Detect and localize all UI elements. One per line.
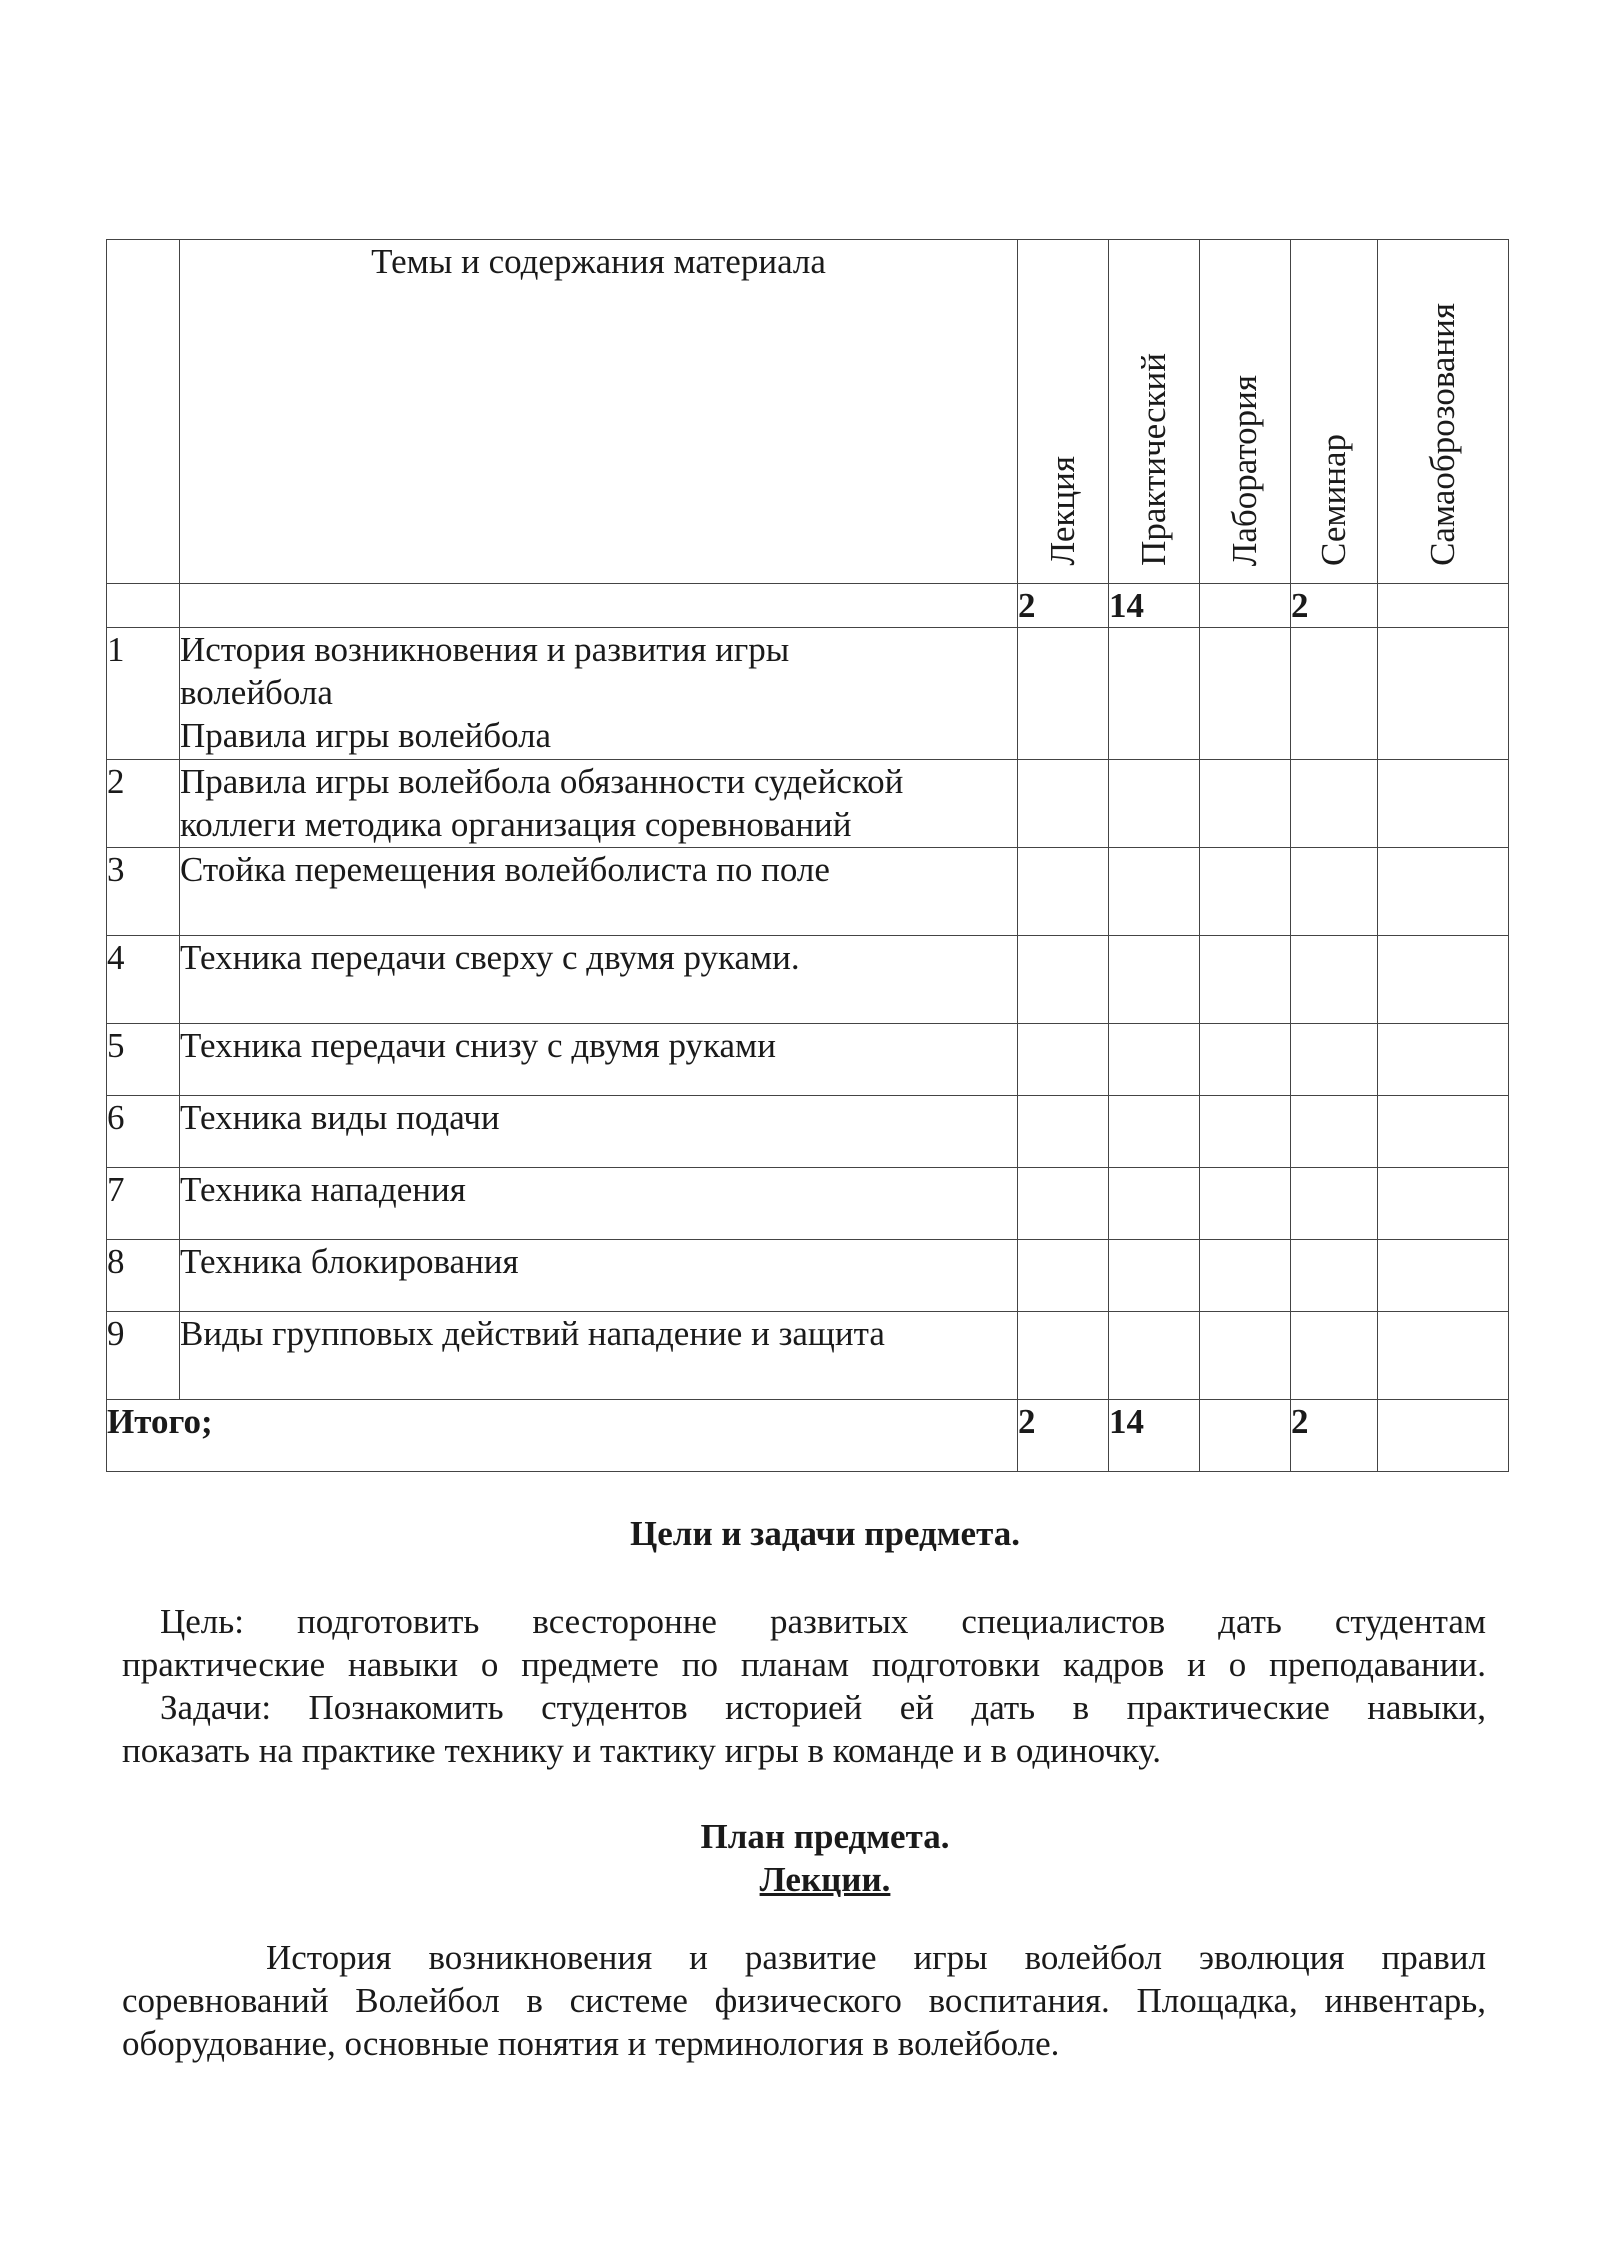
row-topic: Техника виды подачи [180, 1096, 1018, 1168]
total-row [107, 1400, 1509, 1472]
table-row [107, 760, 1509, 848]
header-self-study: Самаоброзования [1423, 303, 1462, 566]
total-self-study [1378, 1400, 1509, 1472]
row-topic: Техника передачи снизу с двумя руками [180, 1024, 1018, 1096]
header-seminar-cell [1291, 240, 1378, 584]
table-row [107, 1024, 1509, 1096]
total-lecture: 2 [1018, 1400, 1109, 1472]
table-row [107, 1096, 1509, 1168]
row-topic: Стойка перемещения волейболиста по поле [180, 848, 1018, 936]
lectures-paragraph: История возникновения и развитие игры волейбол эволюция правил соревнований Волейбол в системе физического воспитания. Площадка, инвентарь, оборудование, основные понятия и терминология в волейболе. [122, 1938, 1486, 2063]
table-row [107, 1168, 1509, 1240]
header-laboratory-cell [1200, 240, 1291, 584]
row-topic: Виды групповых действий нападение и защита [180, 1312, 1018, 1400]
row-number: 6 [107, 1096, 180, 1168]
header-laboratory: Лаборатория [1225, 374, 1264, 566]
course-plan-table [106, 239, 1509, 1472]
header-practical: Практический [1134, 353, 1173, 566]
total-seminar: 2 [1291, 1400, 1378, 1472]
table-row [107, 936, 1509, 1024]
total-practical: 14 [1109, 1400, 1200, 1472]
hours-laboratory [1200, 584, 1291, 628]
row-number: 2 [107, 760, 180, 848]
lectures-subheading: Лекции. [759, 1860, 891, 1899]
header-lecture: Лекция [1043, 456, 1082, 566]
row-number: 7 [107, 1168, 180, 1240]
row-topic: Техника передачи сверху с двумя руками. [180, 936, 1018, 1024]
header-topics: Темы и содержания материала [180, 240, 1018, 584]
table-row [107, 1240, 1509, 1312]
header-self-study-cell [1378, 240, 1509, 584]
header-practical-cell [1109, 240, 1200, 584]
row-topic: Правила игры волейбола обязанности судейской коллеги методика организация соревнований [180, 760, 1018, 848]
row-number: 4 [107, 936, 180, 1024]
table-row [107, 1312, 1509, 1400]
hours-row [107, 584, 1509, 628]
header-num-cell [107, 240, 180, 584]
row-topic: Техника нападения [180, 1168, 1018, 1240]
total-laboratory [1200, 1400, 1291, 1472]
table-row [107, 848, 1509, 936]
row-topic: История возникновения и развития игры волейбола Правила игры волейбола [180, 628, 1018, 760]
hours-seminar: 2 [1291, 584, 1378, 628]
header-seminar: Семинар [1314, 434, 1353, 566]
hours-lecture: 2 [1018, 584, 1109, 628]
total-label: Итого; [107, 1400, 1018, 1472]
goals-paragraph: Цель: подготовить всесторонне развитых специалистов дать студентам практические навыки о предмете по планам подготовки кадров и о преподавании. Задачи: Познакомить студентов историей ей дать в практические навыки, показать на практике технику и тактику игры в команде и в одиночку. [122, 1602, 1486, 1770]
header-lecture-cell [1018, 240, 1109, 584]
table-header-row [107, 240, 1509, 584]
row-number: 3 [107, 848, 180, 936]
row-number: 5 [107, 1024, 180, 1096]
table-row [107, 628, 1509, 760]
row-number: 1 [107, 628, 180, 760]
plan-heading: План предмета. [700, 1817, 950, 1856]
goals-heading: Цели и задачи предмета. [630, 1514, 1020, 1553]
hours-practical: 14 [1109, 584, 1200, 628]
row-number: 9 [107, 1312, 180, 1400]
row-number: 8 [107, 1240, 180, 1312]
row-topic: Техника блокирования [180, 1240, 1018, 1312]
hours-self-study [1378, 584, 1509, 628]
